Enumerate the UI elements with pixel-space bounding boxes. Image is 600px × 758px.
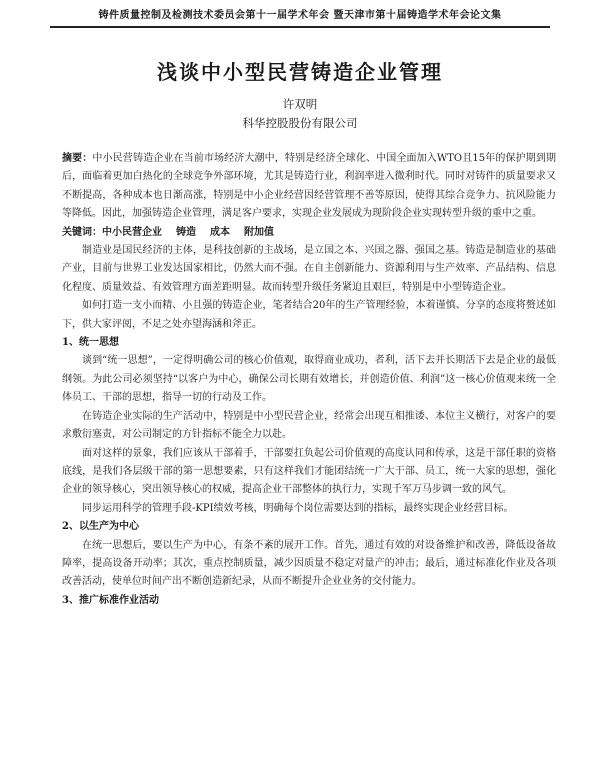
keyword-2: 铸造: [176, 226, 196, 238]
section-1-paragraph-1: 谈到“统一思想”，一定得明确公司的核心价值观，取得商业成功，者利，活下去并长期活下去是企业的最低纲领。为此公司必须坚持“以客户为中心，确保公司长期有效增长，并创造价值、利润”这一核心价值观来统一全体员工、干部的思想，指导一切的行动及工作。: [62, 355, 556, 404]
keywords-label: 关键词：: [62, 226, 102, 238]
section-1-paragraph-2: 在铸造企业实际的生产活动中，特别是中小型民营企业，经常会出现互相推诿、本位主义横行，对客户的要求敷衍塞责，对公司制定的方针指标不能全力以赴。: [62, 410, 556, 441]
section-heading-1: 1、统一思想: [62, 337, 119, 349]
keyword-1: 中小民营企业: [102, 226, 162, 238]
author-name: 许双明: [282, 97, 318, 111]
intro-paragraph-1: 制造业是国民经济的主体，是科技创新的主战场，是立国之本、兴国之器、强国之基。铸造是制造业的基础产业，目前与世界工业发达国家相比，仍然大而不强。在自主创新能力、资源利用与生产效率、产品结构、信息化程度、质量效益、有效管理方面差距明显。故而转型升级任务紧迫且艰巨，特别是中小型铸造企业。: [62, 245, 556, 293]
running-header: 铸件质量控制及检测技术委员会第十一届学术年会 暨天津市第十届铸造学术年会论文集: [50, 6, 550, 28]
section-1-paragraph-3: 面对这样的景象，我们应该从干部着手，干部要扛负起公司价值观的高度认同和传承，这是干部任职的资格底线，是我们各层级干部的第一思想要素，只有这样我们才能团结统一广大干部、员工，统一大家的思想，强化企业的领导核心，突出领导核心的权威，提高企业干部整体的执行力，实现千军万马步调一致的风气。: [62, 447, 556, 496]
section-2-paragraph-1: 在统一思想后，要以生产为中心，有条不紊的展开工作。首先，通过有效的对设备维护和改善，降低设备故障率，提高设备开动率；其次，重点控制质量，减少因质量不稳定对量产的冲击；最后，通过标准化作业及各项改善活动，使单位时间产出不断创造新纪录，从而不断提升企业业务的交付能力。: [62, 539, 556, 588]
paper-body: [62, 150, 556, 610]
section-1-paragraph-4: 同步运用科学的管理手段-KPI绩效考核，明确每个岗位需要达到的指标，最终实现企业经营目标。: [82, 502, 514, 514]
keyword-3: 成本: [210, 226, 230, 238]
abstract-label: 摘要：: [62, 153, 93, 164]
section-heading-2: 2、以生产为中心: [62, 521, 139, 533]
keywords: [62, 224, 556, 242]
abstract: [62, 150, 556, 224]
paper-title: 浅谈中小型民营铸造企业管理: [157, 60, 443, 84]
abstract-text: 中小民营铸造企业在当前市场经济大潮中，特别是经济全球化、中国全面加入WTO且15年的保护期到期后，面临着更加白热化的全球竞争外部环境，尤其是铸造行业，利润率进入微利时代。同时对铸件的质量要求又不断提高，各种成本也日渐高涨，特别是中小企业经营因经营管理不善等原因，使得其综合竞争力、抗风险能力等降低。因此，加强铸造企业管理，满足客户要求，实现企业发展成为现阶段企业实现转型升级的重中之重。: [62, 153, 557, 220]
intro-paragraph-2: 如何打造一支小而精、小且强的铸造企业，笔者结合20年的生产管理经验，本着谨慎、分享的态度将赘述如下，供大家评阅，不足之处亦望海涵和斧正。: [62, 300, 556, 330]
section-heading-3: 3、推广标准作业活动: [62, 594, 159, 606]
author-affiliation: 科华控股股份有限公司: [242, 116, 358, 130]
keyword-4: 附加值: [244, 226, 274, 238]
